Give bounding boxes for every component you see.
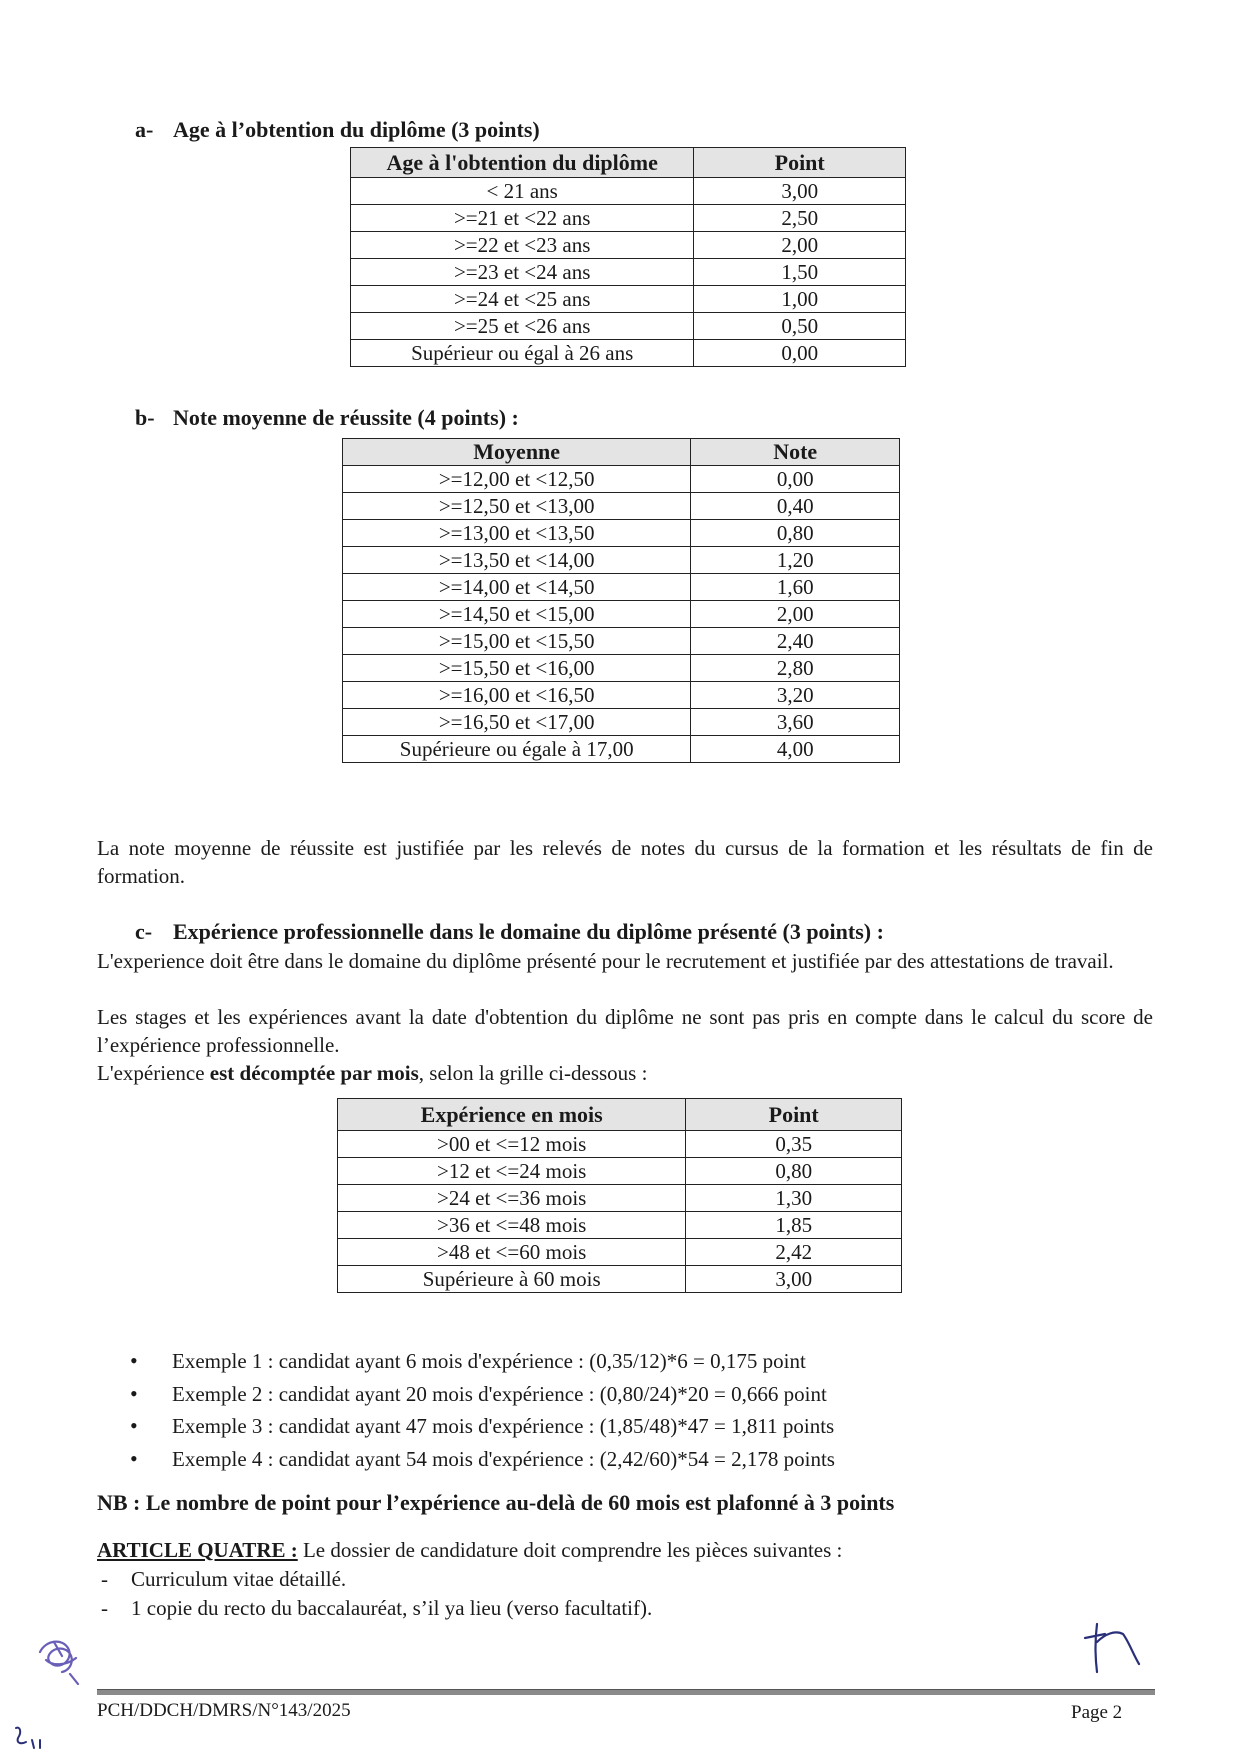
experience-table-range-cell: Supérieure à 60 mois bbox=[338, 1266, 686, 1293]
section-c-label: c- bbox=[135, 919, 153, 944]
initials-scribble-icon bbox=[32, 1630, 92, 1688]
age-table-range-cell: >=23 et <24 ans bbox=[351, 259, 694, 286]
moyenne-table-row bbox=[343, 520, 900, 547]
moyenne-table-value-cell: 4,00 bbox=[691, 736, 900, 763]
bullet-icon: • bbox=[130, 1445, 138, 1471]
age-table-value-cell: 2,50 bbox=[694, 205, 906, 232]
section-c-title: Expérience professionnelle dans le domaine du diplôme présenté (3 points) : bbox=[173, 919, 884, 944]
experience-table-value-cell: 1,30 bbox=[686, 1185, 902, 1212]
experience-table-range-cell: >24 et <=36 mois bbox=[338, 1185, 686, 1212]
section-a-label: a- bbox=[135, 117, 154, 142]
signature-initial-icon bbox=[1075, 1620, 1145, 1680]
article-item bbox=[97, 1594, 842, 1623]
article-quatre-title: ARTICLE QUATRE : bbox=[97, 1538, 298, 1562]
example-item bbox=[130, 1443, 835, 1476]
moyenne-table-range-cell: >=13,00 et <13,50 bbox=[343, 520, 691, 547]
age-table-value-cell: 3,00 bbox=[694, 178, 906, 205]
age-table bbox=[350, 147, 906, 367]
experience-table-range-cell: >48 et <=60 mois bbox=[338, 1239, 686, 1266]
experience-paragraph-3-end: , selon la grille ci-dessous : bbox=[418, 1061, 648, 1085]
example-text: Exemple 1 : candidat ayant 6 mois d'expérience : (0,35/12)*6 = 0,175 point bbox=[172, 1349, 806, 1373]
moyenne-table-row bbox=[343, 493, 900, 520]
experience-paragraph-2: Les stages et les expériences avant la date d'obtention du diplôme ne sont pas pris en compte dans le calcul du score de l’expérience professionnelle. bbox=[97, 1005, 1153, 1057]
moyenne-table-row bbox=[343, 709, 900, 736]
moyenne-table-range-cell: >=15,00 et <15,50 bbox=[343, 628, 691, 655]
age-table-range-cell: < 21 ans bbox=[351, 178, 694, 205]
example-item bbox=[130, 1378, 835, 1411]
moyenne-table-range-cell: >=13,50 et <14,00 bbox=[343, 547, 691, 574]
moyenne-table-header-note: Note bbox=[691, 439, 900, 466]
example-text: Exemple 4 : candidat ayant 54 mois d'expérience : (2,42/60)*54 = 2,178 points bbox=[172, 1446, 835, 1471]
experience-table-row bbox=[338, 1131, 902, 1158]
section-a-heading bbox=[135, 117, 540, 143]
example-text: Exemple 3 : candidat ayant 47 mois d'expérience : (1,85/48)*47 = 1,811 points bbox=[172, 1414, 835, 1438]
experience-table-row bbox=[338, 1212, 902, 1239]
moyenne-table-range-cell: >=14,50 et <15,00 bbox=[343, 601, 691, 628]
moyenne-table-value-cell: 0,40 bbox=[691, 493, 900, 520]
example-item bbox=[130, 1410, 835, 1443]
section-b-heading bbox=[135, 405, 519, 431]
experience-table-row bbox=[338, 1158, 902, 1185]
moyenne-table-range-cell: >=16,00 et <16,50 bbox=[343, 682, 691, 709]
moyenne-table-row bbox=[343, 682, 900, 709]
example-item bbox=[130, 1345, 835, 1378]
age-table-value-cell: 2,00 bbox=[694, 232, 906, 259]
age-table-header-age: Age à l'obtention du diplôme bbox=[351, 148, 694, 178]
footer-rule bbox=[97, 1689, 1155, 1695]
moyenne-table-value-cell: 0,80 bbox=[691, 520, 900, 547]
experience-paragraph-3-bold: est décomptée par mois bbox=[209, 1061, 419, 1085]
experience-table-header-mois: Expérience en mois bbox=[338, 1099, 686, 1131]
footer-page-number: Page 2 bbox=[1071, 1702, 1123, 1723]
age-table-row bbox=[351, 205, 906, 232]
experience-table-range-cell: >36 et <=48 mois bbox=[338, 1212, 686, 1239]
section-a-title: Age à l’obtention du diplôme (3 points) bbox=[173, 117, 540, 142]
experience-table-value-cell: 0,35 bbox=[686, 1131, 902, 1158]
moyenne-table-range-cell: >=14,00 et <14,50 bbox=[343, 574, 691, 601]
moyenne-table-row bbox=[343, 736, 900, 763]
experience-table-value-cell: 0,80 bbox=[686, 1158, 902, 1185]
examples-list bbox=[130, 1345, 835, 1475]
moyenne-table-range-cell: >=12,00 et <12,50 bbox=[343, 466, 691, 493]
nb-note: NB : Le nombre de point pour l’expérience au-delà de 60 mois est plafonné à 3 points bbox=[97, 1490, 895, 1515]
age-table-range-cell: >=24 et <25 ans bbox=[351, 286, 694, 313]
moyenne-table-range-cell: >=15,50 et <16,00 bbox=[343, 655, 691, 682]
age-table-row bbox=[351, 232, 906, 259]
moyenne-table-value-cell: 3,20 bbox=[691, 682, 900, 709]
age-table-range-cell: >=21 et <22 ans bbox=[351, 205, 694, 232]
age-table-range-cell: >=22 et <23 ans bbox=[351, 232, 694, 259]
age-table-row bbox=[351, 313, 906, 340]
age-table-value-cell: 0,50 bbox=[694, 313, 906, 340]
section-b-title: Note moyenne de réussite (4 points) : bbox=[173, 405, 519, 430]
moyenne-table-value-cell: 1,20 bbox=[691, 547, 900, 574]
experience-table-row bbox=[338, 1239, 902, 1266]
moyenne-table-row bbox=[343, 655, 900, 682]
moyenne-table bbox=[342, 438, 900, 763]
dash-icon: - bbox=[101, 1596, 108, 1620]
moyenne-table-value-cell: 2,00 bbox=[691, 601, 900, 628]
bullet-icon: • bbox=[130, 1380, 138, 1406]
age-table-value-cell: 1,50 bbox=[694, 259, 906, 286]
bullet-icon: • bbox=[130, 1348, 138, 1373]
article-item-text: Curriculum vitae détaillé. bbox=[131, 1567, 347, 1591]
age-table-row bbox=[351, 340, 906, 367]
dash-icon: - bbox=[101, 1567, 108, 1591]
moyenne-table-range-cell: >=12,50 et <13,00 bbox=[343, 493, 691, 520]
moyenne-table-range-cell: >=16,50 et <17,00 bbox=[343, 709, 691, 736]
moyenne-table-value-cell: 1,60 bbox=[691, 574, 900, 601]
experience-table-range-cell: >12 et <=24 mois bbox=[338, 1158, 686, 1185]
section-c-heading bbox=[135, 919, 884, 945]
age-table-value-cell: 0,00 bbox=[694, 340, 906, 367]
experience-table-header-point: Point bbox=[686, 1099, 902, 1131]
experience-paragraph-3-start: L'expérience bbox=[97, 1061, 210, 1085]
moyenne-table-header-moyenne: Moyenne bbox=[343, 439, 691, 466]
moyenne-justification-note: La note moyenne de réussite est justifiée par les relevés de notes du cursus de la formation et les résultats de fin de formation. bbox=[97, 836, 1153, 888]
experience-table-range-cell: >00 et <=12 mois bbox=[338, 1131, 686, 1158]
article-item-text: 1 copie du recto du baccalauréat, s’il ya lieu (verso facultatif). bbox=[131, 1596, 653, 1620]
article-item bbox=[97, 1565, 842, 1594]
moyenne-table-value-cell: 0,00 bbox=[691, 466, 900, 493]
margin-mark-icon bbox=[12, 1722, 46, 1752]
article-quatre-intro: Le dossier de candidature doit comprendre les pièces suivantes : bbox=[297, 1538, 843, 1562]
section-b-label: b- bbox=[135, 405, 155, 430]
experience-table-value-cell: 2,42 bbox=[686, 1239, 902, 1266]
experience-table-value-cell: 1,85 bbox=[686, 1212, 902, 1239]
experience-table-value-cell: 3,00 bbox=[686, 1266, 902, 1293]
moyenne-table-row bbox=[343, 466, 900, 493]
age-table-range-cell: >=25 et <26 ans bbox=[351, 313, 694, 340]
experience-paragraph-1: L'experience doit être dans le domaine du diplôme présenté pour le recrutement et justifiée par des attestations de travail. bbox=[97, 949, 1114, 973]
age-table-row bbox=[351, 286, 906, 313]
article-quatre-intro-line bbox=[97, 1536, 842, 1565]
experience-table bbox=[337, 1098, 902, 1293]
experience-table-row bbox=[338, 1266, 902, 1293]
moyenne-table-value-cell: 2,80 bbox=[691, 655, 900, 682]
age-table-header-point: Point bbox=[694, 148, 906, 178]
age-table-value-cell: 1,00 bbox=[694, 286, 906, 313]
moyenne-table-row bbox=[343, 574, 900, 601]
experience-table-row bbox=[338, 1185, 902, 1212]
moyenne-table-value-cell: 2,40 bbox=[691, 628, 900, 655]
moyenne-table-row bbox=[343, 601, 900, 628]
age-table-range-cell: Supérieur ou égal à 26 ans bbox=[351, 340, 694, 367]
example-text: Exemple 2 : candidat ayant 20 mois d'expérience : (0,80/24)*20 = 0,666 point bbox=[172, 1381, 827, 1406]
footer-reference: PCH/DDCH/DMRS/N°143/2025 bbox=[97, 1700, 351, 1721]
experience-paragraph-3 bbox=[97, 1059, 1153, 1087]
age-table-row bbox=[351, 178, 906, 205]
moyenne-table-row bbox=[343, 547, 900, 574]
moyenne-table-row bbox=[343, 628, 900, 655]
moyenne-table-value-cell: 3,60 bbox=[691, 709, 900, 736]
moyenne-table-range-cell: Supérieure ou égale à 17,00 bbox=[343, 736, 691, 763]
age-table-row bbox=[351, 259, 906, 286]
article-quatre bbox=[97, 1536, 842, 1623]
bullet-icon: • bbox=[130, 1413, 138, 1438]
